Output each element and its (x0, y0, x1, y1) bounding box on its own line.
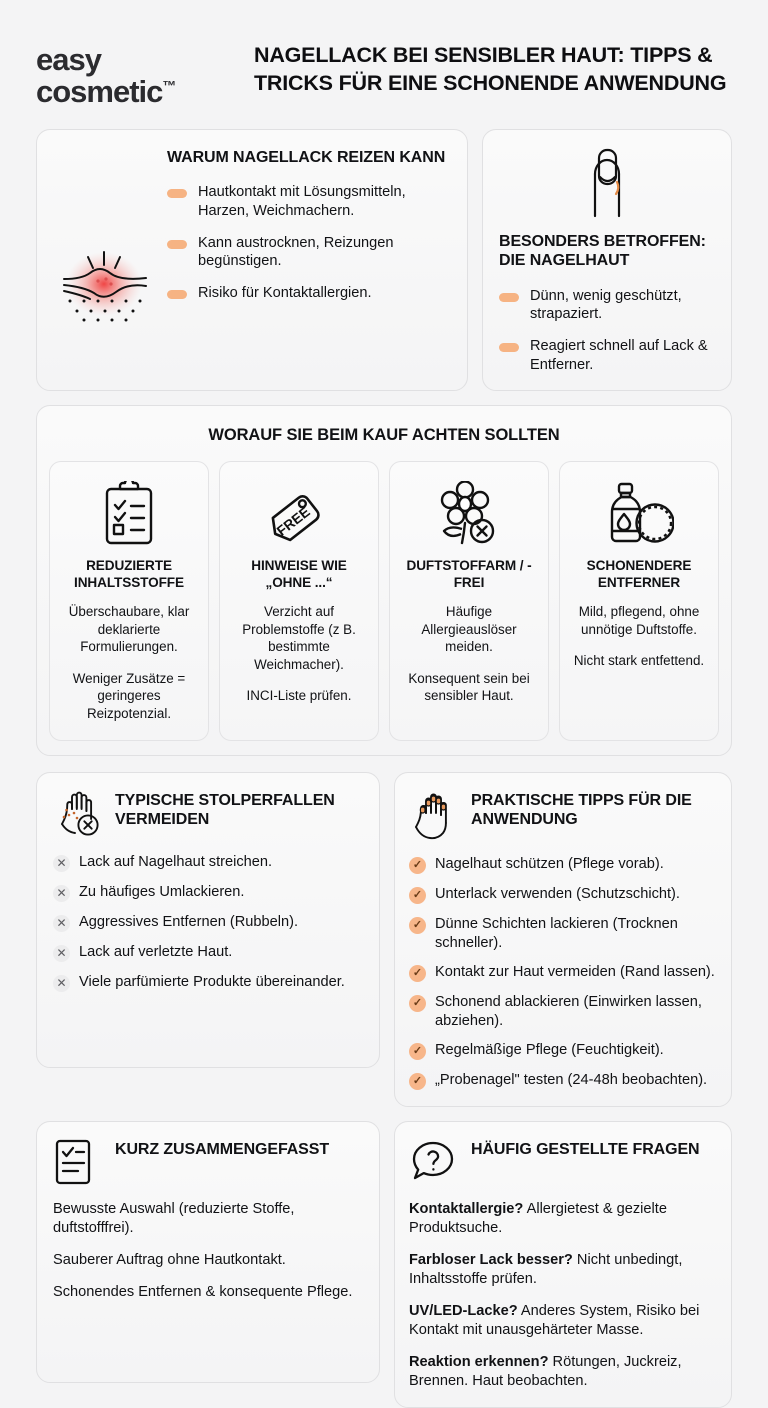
tipps-list (409, 855, 717, 1090)
faq-item (409, 1302, 717, 1340)
list-item (53, 883, 363, 902)
card-kurz-zusammengefasst (36, 1121, 380, 1383)
faq-question: Kontaktallergie? (409, 1201, 524, 1218)
nagelhaut-bullet-list (499, 287, 715, 375)
flower-no-fragrance-icon (398, 478, 540, 550)
list-item (167, 284, 451, 303)
list-item-text: Schonend ablackieren (Einwirken lassen, abziehen). (435, 994, 702, 1029)
row-intro (36, 129, 732, 391)
kauf-column-paragraph: Konsequent sein bei sensibler Haut. (408, 670, 530, 704)
card-tipps-title: PRAKTISCHE TIPPS FÜR DIE ANWENDUNG (471, 791, 692, 829)
list-item (53, 853, 363, 872)
kauf-column-paragraph: Weniger Zusätze = geringeres Reizpotenzial. (72, 670, 186, 721)
kauf-column-paragraph: Verzicht auf Problemstoffe (z B. bestimmte Weichmacher). (242, 604, 356, 672)
card-kurz-title: KURZ ZUSAMMENGEFASST (115, 1141, 330, 1159)
list-item (499, 287, 715, 324)
cross-marker-icon: ✕ (53, 855, 70, 872)
cross-marker-icon: ✕ (53, 975, 70, 992)
remover-bottle-pad-icon (568, 478, 710, 550)
kauf-column-hinweise-ohne (219, 461, 379, 741)
kurz-paragraph: Bewusste Auswahl (reduzierte Stoffe, duftstofffrei). (53, 1201, 295, 1237)
list-item-text: Unterlack verwenden (Schutzschicht). (435, 885, 680, 902)
faq-question: Farbloser Lack besser? (409, 1252, 573, 1269)
card-worauf-beim-kauf-achten (36, 405, 732, 756)
kauf-column-paragraph: Überschaubare, klar deklarierte Formulierungen. (68, 604, 190, 655)
list-item-text: Dünn, wenig geschützt, strapaziert. (530, 287, 682, 323)
trademark-symbol: ™ (162, 77, 177, 94)
kurz-paragraph: Schonendes Entfernen & konsequente Pflege. (53, 1284, 353, 1300)
kauf-columns (49, 461, 719, 741)
kauf-column-title: DUFTSTOFFARM / -FREI (406, 558, 532, 590)
cross-marker-icon: ✕ (53, 945, 70, 962)
card-faq-title: HÄUFIG GESTELLTE FRAGEN (471, 1141, 700, 1159)
brand-line-2 (36, 73, 232, 109)
check-marker-icon: ✓ (409, 965, 426, 982)
clipboard-checklist-icon (58, 478, 200, 550)
question-bubble-icon (409, 1138, 459, 1186)
faq-answer: Rötungen, Juckreiz, Brennen. Haut beobachten. (409, 1353, 682, 1389)
list-item-text: Aggressives Entfernen (Rubbeln). (79, 913, 299, 930)
row-kurz-faq (36, 1121, 732, 1408)
list-item-text: „Probenagel" testen (24-48h beobachten). (435, 1072, 708, 1089)
hand-painted-nails-icon (409, 789, 459, 841)
list-item-text: Kontakt zur Haut vermeiden (Rand lassen). (435, 964, 715, 981)
card-typische-stolperfallen (36, 772, 380, 1068)
stolperfallen-header (53, 789, 363, 839)
list-item-text: Regelmäßige Pflege (Feuchtigkeit). (435, 1042, 664, 1059)
row-stolperfallen-tipps (36, 772, 732, 1107)
card-warum-body (167, 148, 451, 374)
list-item (53, 913, 363, 932)
pill-bullet-icon (167, 290, 187, 299)
pill-bullet-icon (499, 343, 519, 352)
list-item-text: Lack auf verletzte Haut. (79, 943, 233, 960)
faq-item (409, 1251, 717, 1289)
list-item-text: Nagelhaut schützen (Pflege vorab). (435, 855, 664, 872)
list-item (409, 1071, 717, 1090)
free-tag-icon (228, 478, 370, 550)
kauf-column-paragraph: Häufige Allergieauslöser meiden. (421, 604, 517, 655)
page-title: NAGELLACK BEI SENSIBLER HAUT: TIPPS & TRICKS FÜR EINE SCHONENDE ANWENDUNG (254, 43, 727, 95)
stolperfallen-list (53, 853, 363, 992)
list-item (53, 943, 363, 962)
faq-item (409, 1353, 717, 1391)
kauf-column-reduzierte-inhaltsstoffe (49, 461, 209, 741)
brand-word: cosmetic (36, 73, 163, 109)
pill-bullet-icon (167, 189, 187, 198)
summary-document-icon (53, 1138, 103, 1186)
kauf-column-paragraph: INCI-Liste prüfen. (246, 688, 352, 704)
kauf-column-title: HINWEISE WIE „OHNE ...“ (251, 558, 347, 590)
faq-question: UV/LED-Lacke? (409, 1302, 518, 1319)
kurz-header (53, 1138, 363, 1186)
card-praktische-tipps (394, 772, 732, 1107)
list-item (409, 993, 717, 1030)
card-besonders-betroffen-nagelhaut (482, 129, 732, 391)
faq-header (409, 1138, 717, 1186)
check-marker-icon: ✓ (409, 1043, 426, 1060)
tipps-header (409, 789, 717, 841)
list-item-text: Lack auf Nagelhaut streichen. (79, 853, 273, 870)
faq-answer: Nicht unbedingt, Inhaltsstoffe prüfen. (409, 1252, 683, 1287)
list-item (53, 973, 363, 992)
kurz-paragraph: Sauberer Auftrag ohne Hautkontakt. (53, 1252, 286, 1269)
card-warum-nagellack-reizen-kann (36, 129, 468, 391)
finger-nail-icon (499, 144, 715, 222)
brand-logo (36, 36, 232, 107)
hand-irritation-warning-icon (53, 789, 103, 839)
kauf-section-title: WORAUF SIE BEIM KAUF ACHTEN SOLLTEN (208, 426, 560, 445)
kauf-column-paragraph: Mild, pflegend, ohne unnötige Duftstoffe. (578, 604, 700, 637)
kauf-column-duftstoffarm (389, 461, 549, 741)
brand-line-1: easy (36, 42, 101, 77)
cross-marker-icon: ✕ (53, 915, 70, 932)
list-item (409, 885, 717, 904)
irritated-skin-icon (51, 148, 161, 374)
kauf-column-title: REDUZIERTE INHALTSSTOFFE (74, 558, 184, 590)
list-item (409, 963, 717, 982)
pill-bullet-icon (499, 293, 519, 302)
check-marker-icon: ✓ (409, 857, 426, 874)
check-marker-icon: ✓ (409, 887, 426, 904)
card-haeufig-gestellte-fragen (394, 1121, 732, 1408)
pill-bullet-icon (167, 240, 187, 249)
list-item-text: Viele parfümierte Produkte übereinander. (79, 973, 345, 990)
faq-question: Reaktion erkennen? (409, 1353, 549, 1370)
list-item-text: Risiko für Kontaktallergien. (198, 285, 372, 302)
card-nagelhaut-title: BESONDERS BETROFFEN: DIE NAGELHAUT (499, 233, 706, 270)
warum-bullet-list (167, 183, 451, 302)
list-item (409, 855, 717, 874)
check-marker-icon: ✓ (409, 917, 426, 934)
check-marker-icon: ✓ (409, 995, 426, 1012)
kauf-column-paragraph: Nicht stark entfettend. (573, 653, 705, 669)
list-item (167, 183, 451, 220)
list-item-text: Zu häufiges Umlackieren. (79, 883, 245, 900)
kauf-column-title: SCHONENDERE ENTFERNER (586, 558, 692, 590)
list-item (499, 337, 715, 374)
faq-item (409, 1200, 717, 1238)
cross-marker-icon: ✕ (53, 885, 70, 902)
check-marker-icon: ✓ (409, 1073, 426, 1090)
list-item (409, 1041, 717, 1060)
list-item (409, 915, 717, 952)
faq-answer: Anderes System, Risiko bei Kontakt mit unausgehärteter Masse. (409, 1302, 700, 1338)
card-warum-title: WARUM NAGELLACK REIZEN KANN (167, 149, 446, 167)
list-item-text: Dünne Schichten lackieren (Trocknen schneller). (435, 915, 678, 951)
free-tag-label: FREE (273, 503, 313, 540)
faq-answer: Allergietest & gezielte Produktsuche. (409, 1201, 667, 1237)
list-item-text: Reagiert schnell auf Lack & Entferner. (530, 337, 708, 373)
list-item (167, 234, 451, 271)
list-item-text: Kann austrocknen, Reizungen begünstigen. (198, 234, 394, 270)
kauf-column-schonendere-entferner (559, 461, 719, 741)
list-item-text: Hautkontakt mit Lösungsmitteln, Harzen, Weichmachern. (198, 184, 406, 220)
card-stolperfallen-title: TYPISCHE STOLPERFALLEN VERMEIDEN (115, 791, 335, 829)
header (36, 0, 732, 107)
